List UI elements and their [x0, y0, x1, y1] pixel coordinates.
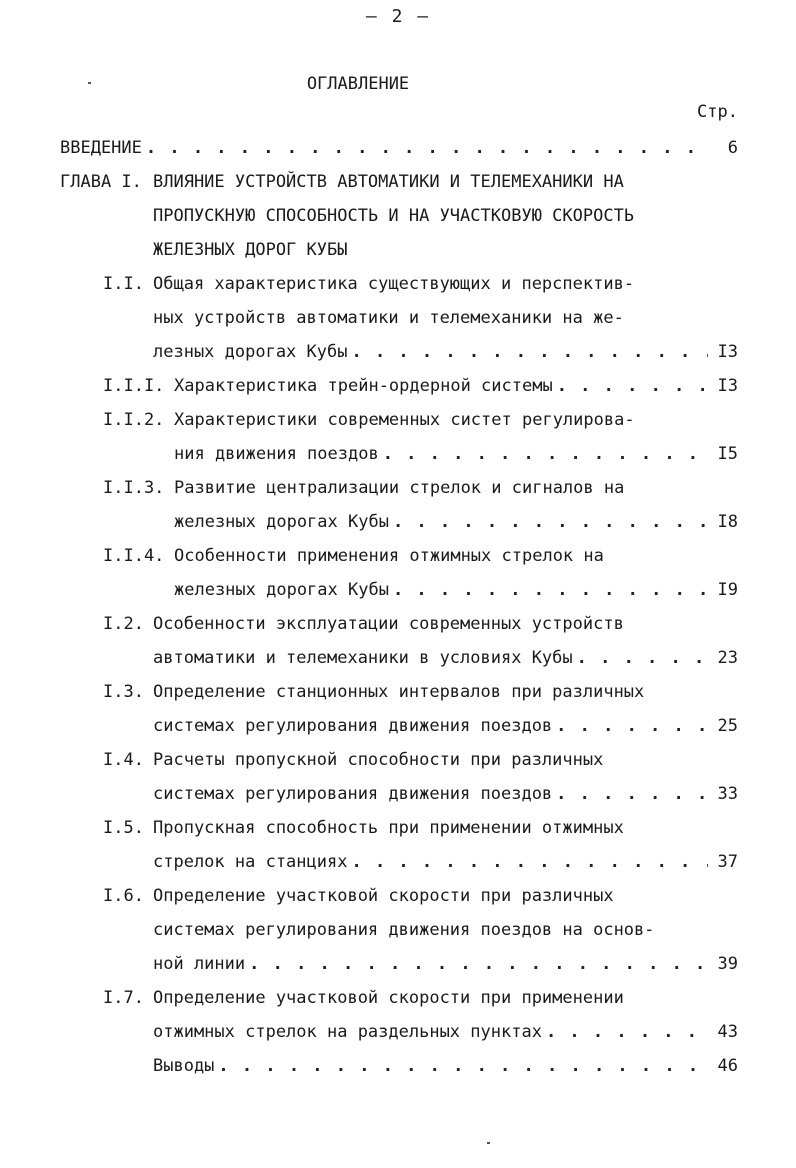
toc-entry-page: I3	[717, 376, 738, 396]
toc-entry-last-line[interactable]	[153, 341, 738, 363]
toc-entry-line[interactable]: Особенности эксплуатации современных устройств	[153, 614, 624, 634]
dot-leader	[393, 511, 708, 533]
toc-entry-last-line[interactable]	[153, 783, 738, 805]
toc-entry-number: I.7.	[103, 988, 144, 1008]
toc-entry-last-line[interactable]	[153, 1021, 738, 1043]
toc-entry-page: 46	[717, 1056, 738, 1076]
dot-leader	[383, 443, 708, 465]
toc-entry-line[interactable]: Определение станционных интервалов при различных	[153, 682, 645, 702]
dot-leader	[546, 1021, 708, 1043]
toc-entry-conclusions[interactable]	[153, 1055, 738, 1077]
toc-entry-page: 6	[727, 138, 738, 158]
toc-entry-page: 43	[717, 1022, 738, 1042]
toc-entry-line: железных дорогах Кубы	[174, 512, 389, 532]
toc-entry-number: I.I.	[103, 274, 144, 294]
toc-entry-line: системах регулирования движения поездов	[153, 716, 553, 736]
toc-entry-last-line[interactable]	[153, 647, 738, 669]
toc-entry-page: I5	[717, 444, 738, 464]
toc-entry-last-line[interactable]	[153, 953, 738, 975]
toc-entry-label: ВВЕДЕНИЕ	[60, 138, 142, 158]
toc-entry-page: I9	[717, 580, 738, 600]
dot-leader	[577, 647, 708, 669]
toc-entry-intro[interactable]	[60, 137, 738, 159]
toc-entry-number: I.2.	[103, 614, 144, 634]
dot-leader	[146, 137, 708, 159]
page-marker: – 2 –	[365, 6, 431, 27]
dot-leader	[249, 953, 708, 975]
chapter-title-line: ПРОПУСКНУЮ СПОСОБНОСТЬ И НА УЧАСТКОВУЮ СКОРОСТЬ	[153, 206, 635, 226]
toc-entry-line: Выводы	[153, 1056, 215, 1076]
chapter-title-line: ЖЕЛЕЗНЫХ ДОРОГ КУБЫ	[153, 240, 348, 260]
toc-entry-line: системах регулирования движения поездов	[153, 784, 553, 804]
toc-entry-line: стрелок на станциях	[153, 852, 348, 872]
toc-entry-last-line[interactable]	[174, 375, 738, 397]
dot-leader	[557, 375, 708, 397]
speck-mark	[487, 1142, 490, 1144]
toc-entry-page: I8	[717, 512, 738, 532]
dot-leader	[393, 579, 708, 601]
toc-entry-last-line[interactable]	[174, 579, 738, 601]
toc-entry-line[interactable]: системах регулирования движения поездов на основ-	[153, 920, 655, 940]
toc-entry-line: ния движения поездов	[174, 444, 379, 464]
toc-entry-number: I.5.	[103, 818, 144, 838]
toc-entry-line: отжимных стрелок на раздельных пунктах	[153, 1022, 542, 1042]
toc-entry-line: автоматики и телемеханики в условиях Кубы	[153, 648, 573, 668]
toc-entry-line: Характеристика трейн-ордерной системы	[174, 376, 553, 396]
dot-leader	[556, 783, 708, 805]
dot-leader	[556, 715, 708, 737]
toc-entry-number: I.I.I.	[103, 376, 165, 396]
toc-entry-line: ной линии	[153, 954, 246, 974]
toc-entry-line: лезных дорогах Кубы	[153, 342, 348, 362]
toc-entry-number: I.I.2.	[103, 410, 165, 430]
chapter-number: ГЛАВА I.	[60, 172, 142, 192]
toc-entry-number: I.I.4.	[103, 546, 165, 566]
dot-leader	[351, 341, 708, 363]
toc-entry-line[interactable]: Развитие централизации стрелок и сигналов на	[174, 478, 625, 498]
toc-entry-page: 33	[717, 784, 738, 804]
toc-entry-page: 23	[717, 648, 738, 668]
toc-entry-line[interactable]: Расчеты пропускной способности при различных	[153, 750, 604, 770]
toc-entry-last-line[interactable]	[153, 851, 738, 873]
toc-entry-number: I.I.3.	[103, 478, 165, 498]
toc-entry-page: 37	[717, 852, 738, 872]
toc-entry-line[interactable]: Характеристики современных систет регулирова-	[174, 410, 635, 430]
toc-entry-number: I.4.	[103, 750, 144, 770]
toc-entry-line[interactable]: Определение участковой скорости при применении	[153, 988, 624, 1008]
chapter-title-line: ВЛИЯНИЕ УСТРОЙСТВ АВТОМАТИКИ И ТЕЛЕМЕХАНИКИ НА	[153, 172, 624, 192]
toc-entry-number: I.6.	[103, 886, 144, 906]
toc-entry-last-line[interactable]	[174, 511, 738, 533]
toc-entry-line: железных дорогах Кубы	[174, 580, 389, 600]
dot-leader	[351, 851, 708, 873]
toc-entry-page: I3	[717, 342, 738, 362]
toc-entry-last-line[interactable]	[153, 715, 738, 737]
toc-entry-last-line[interactable]	[174, 443, 738, 465]
toc-entry-line[interactable]: Определение участковой скорости при различных	[153, 886, 614, 906]
toc-title: ОГЛАВЛЕНИЕ	[306, 74, 410, 94]
toc-entry-page: 25	[717, 716, 738, 736]
page-column-header: Стр.	[697, 102, 738, 122]
dot-leader	[218, 1055, 708, 1077]
toc-entry-line[interactable]: Общая характеристика существующих и перспектив-	[153, 274, 635, 294]
toc-entry-number: I.3.	[103, 682, 144, 702]
toc-entry-page: 39	[717, 954, 738, 974]
toc-entry-line[interactable]: Пропускная способность при применении отжимных	[153, 818, 624, 838]
toc-entry-line[interactable]: ных устройств автоматики и телемеханики на же-	[153, 308, 624, 328]
toc-entry-line[interactable]: Особенности применения отжимных стрелок на	[174, 546, 604, 566]
